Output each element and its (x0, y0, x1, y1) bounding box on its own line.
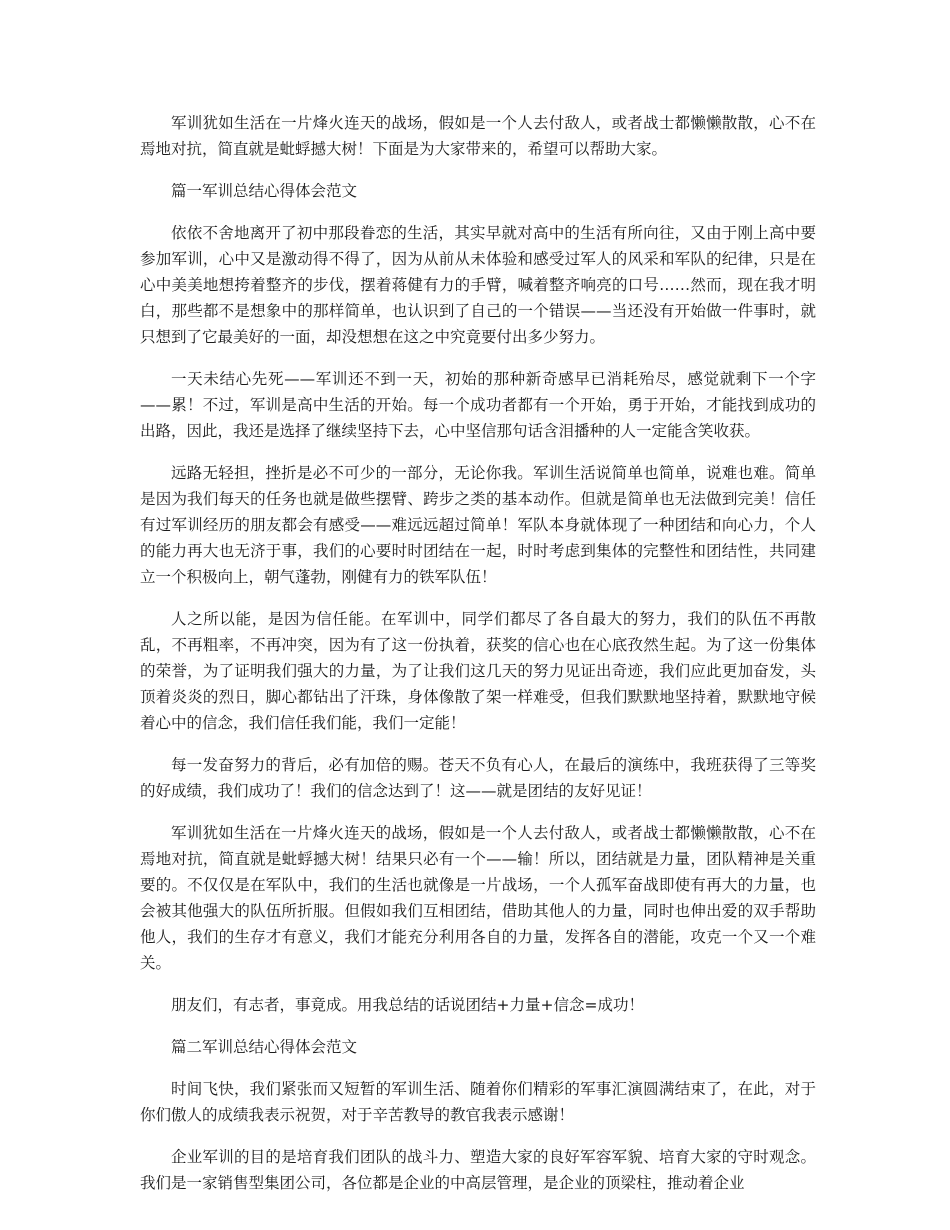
paragraph: 远路无轻担，挫折是必不可少的一部分，无论你我。军训生活说简单也简单，说难也难。简单是因为我们每天的任务也就是做些摆臂、跨步之类的基本动作。但就是简单也无法做到完美！信任有过军训经历的朋友都会有感受——难远远超过简单！军队本身就体现了一种团结和向心力，个人的能力再大也无济于事，我们的心要时时团结在一起，时时考虑到集体的完整性和团结性，共同建立一个积极向上，朝气蓬勃，刚健有力的铁军队伍！ (140, 464, 816, 586)
paragraph: 朋友们，有志者，事竟成。用我总结的话说团结+力量+信念=成功！ (171, 996, 644, 1014)
paragraph: 每一发奋努力的背后，必有加倍的赐。苍天不负有心人，在最后的演练中，我班获得了三等奖的好成绩，我们成功了！我们的信念达到了！这——就是团结的友好见证！ (140, 756, 816, 800)
paragraph: 时间飞快，我们紧张而又短暂的军训生活、随着你们精彩的军事汇演圆满结束了，在此，对于你们傲人的成绩我表示祝贺，对于辛苦教导的教官我表示感谢！ (140, 1080, 816, 1124)
document-page (140, 110, 816, 1212)
paragraph: 人之所以能，是因为信任能。在军训中，同学们都尽了各自最大的努力，我们的队伍不再散乱，不再粗率，不再冲突，因为有了这一份执着，获奖的信心也在心底孜然生起。为了这一份集体的荣誉，为了证明我们强大的力量，为了让我们这几天的努力见证出奇迹，我们应此更加奋发，头顶着炎炎的烈日，脚心都钻出了汗珠，身体像散了架一样难受，但我们默默地坚持着，默默地守候着心中的信念，我们信任我们能，我们一定能！ (140, 610, 816, 732)
paragraph: 企业军训的目的是培育我们团队的战斗力、塑造大家的良好军容军貌、培育大家的守时观念。我们是一家销售型集团公司，各位都是企业的中高层管理，是企业的顶梁柱，推动着企业 (140, 1148, 816, 1192)
intro-paragraph: 军训犹如生活在一片烽火连天的战场，假如是一个人去付敌人，或者战士都懒懒散散，心不在焉地对抗，简直就是蚍蜉撼大树！下面是为大家带来的，希望可以帮助大家。 (140, 114, 816, 158)
section-heading-1: 篇一军训总结心得体会范文 (171, 182, 358, 200)
paragraph: 依依不舍地离开了初中那段眷恋的生活，其实早就对高中的生活有所向往，又由于刚上高中要参加军训，心中又是激动得不得了，因为从前从未体验和感受过军人的风采和军队的纪律，只是在心中美美地想挎着整齐的步伐，摆着蒋健有力的手臂，喊着整齐响亮的口号……然而，现在我才明白，那些都不是想象中的那样简单，也认识到了自己的一个错误——当还没有开始做一件事时，就只想到了它最美好的一面，却没想想在这之中究竟要付出多少努力。 (140, 224, 816, 346)
section-heading-2: 篇二军训总结心得体会范文 (171, 1038, 358, 1056)
paragraph: 军训犹如生活在一片烽火连天的战场，假如是一个人去付敌人，或者战士都懒懒散散，心不在焉地对抗，简直就是蚍蜉撼大树！结果只必有一个——输！所以，团结就是力量，团队精神是关重要的。不仅仅是在军队中，我们的生活也就像是一片战场，一个人孤军奋战即使有再大的力量，也会被其他强大的队伍所折服。但假如我们互相团结，借助其他人的力量，同时也伸出爱的双手帮助他人，我们的生存才有意义，我们才能充分利用各自的力量，发挥各自的潜能，攻克一个又一个难关。 (140, 824, 816, 972)
paragraph: 一天未结心先死——军训还不到一天，初始的那种新奇感早已消耗殆尽，感觉就剩下一个字——累！不过，军训是高中生活的开始。每一个成功者都有一个开始，勇于开始，才能找到成功的出路，因此，我还是选择了继续坚持下去，心中坚信那句话含泪播种的人一定能含笑收获。 (140, 370, 816, 440)
